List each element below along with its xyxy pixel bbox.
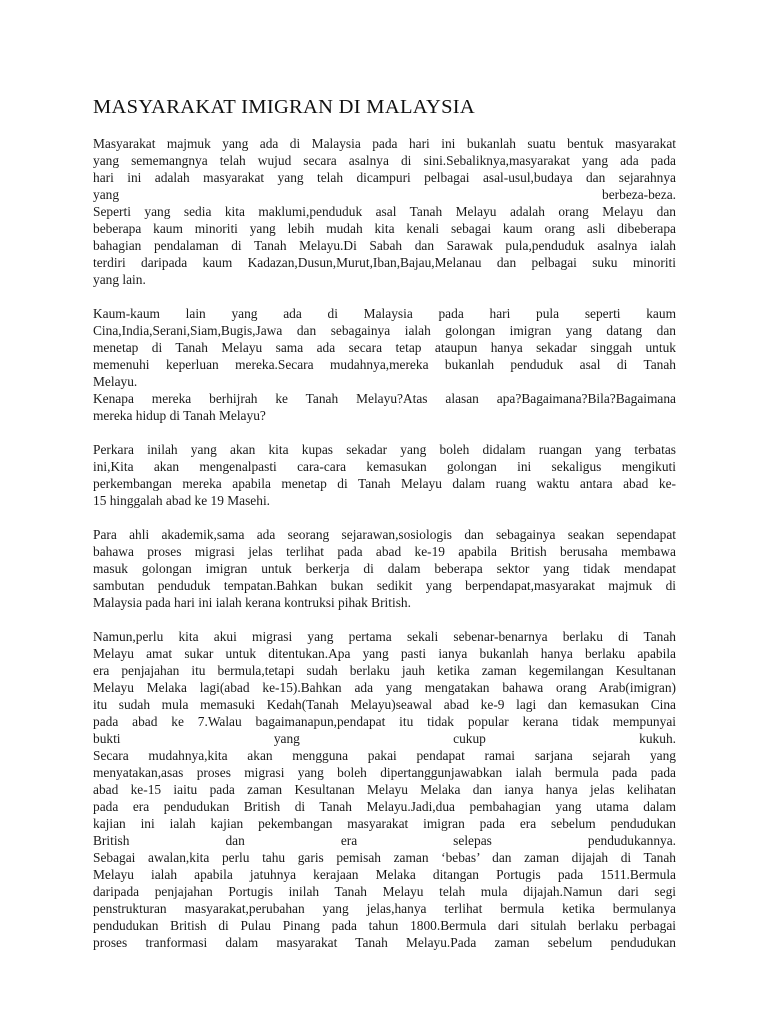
- body-line: Namun,perlu kita akui migrasi yang pertama sekali sebenar-benarnya berlaku di Tanah: [93, 629, 676, 644]
- body-line: masuk golongan imigran untuk berkerja di dalam beberapa sektor yang tidak mendapat: [93, 561, 676, 576]
- body-line: Para ahli akademik,sama ada seorang sejarawan,sosiologis dan sebagainya seakan sependapat: [93, 527, 676, 542]
- body-line: kajian ini ialah kajian pekembangan masyarakat imigran pada era sebelum pendudukan: [93, 816, 676, 831]
- body-line: itu sudah mula memasuki Kedah(Tanah Melayu)seawal abad ke-9 lagi dan kemasukan Cina: [93, 697, 676, 712]
- body-line: memenuhi keperluan mereka.Secara mudahnya,mereka bukanlah penduduk asal di Tanah: [93, 357, 676, 372]
- body-line: Cina,India,Serani,Siam,Bugis,Jawa dan sebagainya ialah golongan imigran yang datang dan: [93, 323, 676, 338]
- body-line: British dan era selepas pendudukannya.: [93, 833, 676, 848]
- body-line: Melayu.: [93, 374, 138, 389]
- body-line: bukti yang cukup kukuh.: [93, 731, 676, 746]
- body-line: sambutan penduduk tempatan.Bahkan bukan sedikit yang berpendapat,masyarakat majmuk di: [93, 578, 676, 593]
- body-line: mereka hidup di Tanah Melayu?: [93, 408, 266, 423]
- body-line: Melayu ialah apabila jatuhnya kerajaan Melaka ditangan Portugis pada 1511.Bermula: [93, 867, 676, 882]
- body-line: yang sememangnya telah wujud secara asalnya di sini.Sebaliknya,masyarakat yang ada pada: [93, 153, 676, 168]
- body-line: Malaysia pada hari ini ialah kerana kontruksi pihak British.: [93, 595, 411, 610]
- body-line: Melayu amat sukar untuk ditentukan.Apa yang pasti ianya bukanlah hanya berlaku apabila: [93, 646, 676, 661]
- body-line: bahagian pendalaman di Tanah Melayu.Di Sabah dan Sarawak pula,penduduk asalnya ialah: [93, 238, 676, 253]
- body-line: [93, 968, 676, 985]
- body-line: Sebagai awalan,kita perlu tahu garis pemisah zaman ‘bebas’ dan zaman dijajah di Tanah: [93, 850, 676, 865]
- body-line: ini,Kita akan mengenalpasti cara-cara kemasukan golongan ini sekaligus mengikuti: [93, 459, 676, 474]
- body-line: daripada penjajahan Portugis inilah Tanah Melayu telah mula dijajah.Namun dari segi: [93, 884, 676, 899]
- body-line: Perkara inilah yang akan kita kupas sekadar yang boleh didalam ruangan yang terbatas: [93, 442, 676, 457]
- body-line: Melayu Melaka lagi(abad ke-15).Bahkan ada yang mengatakan bahawa orang Arab(imigran): [93, 680, 676, 695]
- body-line: Masyarakat majmuk yang ada di Malaysia pada hari ini bukanlah suatu bentuk masyarakat: [93, 136, 676, 151]
- body-line: pada abad ke 7.Walau bagaimanapun,pendapat itu tidak popular kerana tidak mempunyai: [93, 714, 676, 729]
- body-line: Kenapa mereka berhijrah ke Tanah Melayu?Atas alasan apa?Bagaimana?Bila?Bagaimana: [93, 391, 676, 406]
- body-line: hari ini adalah masyarakat yang telah dicampuri pelbagai asal-usul,budaya dan sejarahnya: [93, 170, 676, 185]
- body-line: Secara mudahnya,kita akan mengguna pakai pendapat ramai sarjana sejarah yang: [93, 748, 676, 763]
- body-line: 15 hinggalah abad ke 19 Masehi.: [93, 493, 271, 508]
- body-line: abad ke-15 iaitu pada zaman Kesultanan Melayu Melaka dan ianya hanya jelas kelihatan: [93, 782, 676, 797]
- document-title: MASYARAKAT IMIGRAN DI MALAYSIA: [93, 96, 476, 118]
- body-line: beberapa kaum minoriti yang lebih mudah kita kenali sebagai kaum orang asli dibeberapa: [93, 221, 676, 236]
- body-line: terdiri daripada kaum Kadazan,Dusun,Murut,Iban,Bajau,Melanau dan pelbagai suku minoriti: [93, 255, 676, 270]
- body-line: yang berbeza-beza.: [93, 187, 676, 202]
- body-line: menetap di Tanah Melayu sama ada secara tetap ataupun hanya sekadar singgah untuk: [93, 340, 676, 355]
- body-line: Kaum-kaum lain yang ada di Malaysia pada hari pula seperti kaum: [93, 306, 676, 321]
- body-line: pendudukan British di Pulau Pinang pada tahun 1800.Bermula dari situlah berlaku perbagai: [93, 918, 676, 933]
- body-line: [93, 951, 676, 968]
- body-line: perkembangan mereka apabila menetap di Tanah Melayu dalam ruang waktu antara abad ke-: [93, 476, 676, 491]
- body-line: penstrukturan masyarakat,perubahan yang jelas,hanya terlihat bermula ketika bermulanya: [93, 901, 676, 916]
- body-line: proses tranformasi dalam masyarakat Tanah Melayu.Pada zaman sebelum pendudukan: [93, 935, 676, 950]
- body-line: menyatakan,asas proses migrasi yang boleh dipertanggunjawabkan ialah bermula pada pada: [93, 765, 676, 780]
- body-line: pada era pendudukan British di Tanah Melayu.Jadi,dua pembahagian yang utama dalam: [93, 799, 676, 814]
- body-line: yang lain.: [93, 272, 146, 287]
- body-line: Seperti yang sedia kita maklumi,penduduk asal Tanah Melayu adalah orang Melayu dan: [93, 204, 676, 219]
- body-line: bahawa proses migrasi jelas terlihat pada abad ke-19 apabila British berusaha membawa: [93, 544, 676, 559]
- body-line: era penjajahan itu bermula,tetapi sudah berlaku jauh ketika zaman kegemilangan Kesultanan: [93, 663, 676, 678]
